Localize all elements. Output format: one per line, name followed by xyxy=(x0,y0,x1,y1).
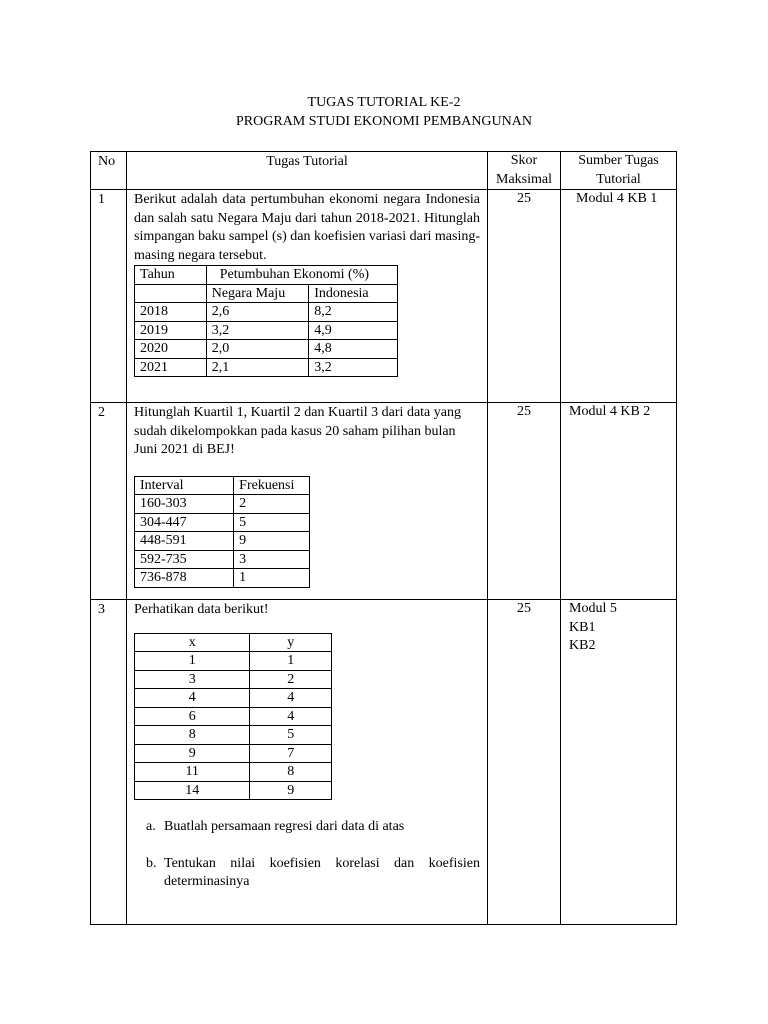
interval-value: 736-878 xyxy=(135,569,234,588)
growth-table xyxy=(134,265,398,377)
y-header: y xyxy=(250,633,332,652)
growth-header-year: Tahun xyxy=(135,266,207,285)
header-no: No xyxy=(91,152,127,190)
growth-header-growth: Petumbuhan Ekonomi (%) xyxy=(206,266,397,285)
y-value: 8 xyxy=(250,763,332,782)
list-item xyxy=(146,855,480,892)
growth-header-row xyxy=(135,266,398,285)
y-value: 4 xyxy=(250,707,332,726)
source-line: KB1 xyxy=(569,619,596,635)
header-score-line1: Skor xyxy=(510,153,538,168)
interval-row xyxy=(135,550,310,569)
document-title: TUGAS TUTORIAL KE-2 xyxy=(307,95,461,110)
x-value: 3 xyxy=(135,670,250,689)
interval-row xyxy=(135,569,310,588)
growth-developed: 2,1 xyxy=(206,358,308,377)
growth-year: 2018 xyxy=(135,303,207,322)
interval-value: 592-735 xyxy=(135,550,234,569)
xy-row xyxy=(135,781,332,800)
growth-developed: 2,0 xyxy=(206,340,308,359)
xy-row xyxy=(135,652,332,671)
xy-table xyxy=(134,633,332,801)
score-cell: 25 xyxy=(488,403,561,600)
task-text: Perhatikan data berikut! xyxy=(134,602,269,617)
source-line: KB2 xyxy=(569,638,596,653)
growth-row xyxy=(135,358,398,377)
x-value: 1 xyxy=(135,652,250,671)
table-row xyxy=(91,190,677,403)
score-cell: 25 xyxy=(488,190,561,403)
header-row xyxy=(91,152,677,190)
table-row xyxy=(91,600,677,925)
header-score xyxy=(488,152,561,190)
frequency-value: 1 xyxy=(234,569,310,588)
y-value: 1 xyxy=(250,652,332,671)
growth-subheader-indonesia: Indonesia xyxy=(309,284,398,303)
header-source xyxy=(561,152,677,190)
growth-developed: 3,2 xyxy=(206,321,308,340)
task-cell xyxy=(127,190,488,403)
item-label: a. xyxy=(146,819,156,834)
x-value: 14 xyxy=(135,781,250,800)
growth-year: 2021 xyxy=(135,358,207,377)
x-value: 6 xyxy=(135,707,250,726)
item-label: b. xyxy=(146,855,157,871)
y-value: 4 xyxy=(250,689,332,708)
assignment-table xyxy=(90,151,677,925)
header-source-line1: Sumber Tugas xyxy=(578,153,659,168)
growth-year: 2019 xyxy=(135,321,207,340)
interval-row xyxy=(135,532,310,551)
growth-developed: 2,6 xyxy=(206,303,308,322)
interval-table xyxy=(134,476,310,588)
growth-subheader-empty xyxy=(135,284,207,303)
header-source-line2: Tutorial xyxy=(596,171,641,187)
growth-indonesia: 3,2 xyxy=(309,358,398,377)
question-list xyxy=(146,818,480,892)
growth-row xyxy=(135,303,398,322)
y-value: 7 xyxy=(250,744,332,763)
growth-indonesia: 4,9 xyxy=(309,321,398,340)
y-value: 2 xyxy=(250,670,332,689)
xy-row xyxy=(135,763,332,782)
x-value: 8 xyxy=(135,726,250,745)
growth-indonesia: 4,8 xyxy=(309,340,398,359)
growth-year: 2020 xyxy=(135,340,207,359)
growth-indonesia: 8,2 xyxy=(309,303,398,322)
interval-row xyxy=(135,495,310,514)
source-cell: Modul 4 KB 1 xyxy=(561,190,677,403)
frequency-value: 9 xyxy=(234,532,310,551)
xy-row xyxy=(135,744,332,763)
xy-row xyxy=(135,689,332,708)
y-value: 9 xyxy=(250,781,332,800)
frequency-value: 2 xyxy=(234,495,310,514)
task-text: Hitunglah Kuartil 1, Kuartil 2 dan Kuartil 3 dari data yang sudah dikelompokkan pada kasus 20 saham pilihan bulan Juni 2021 di BEJ! xyxy=(134,405,461,457)
source-line: Modul 5 xyxy=(569,601,617,616)
score-cell: 25 xyxy=(488,600,561,925)
interval-header-row xyxy=(135,476,310,495)
source-cell xyxy=(561,600,677,925)
x-value: 9 xyxy=(135,744,250,763)
interval-value: 304-447 xyxy=(135,513,234,532)
y-value: 5 xyxy=(250,726,332,745)
item-text: Tentukan nilai koefisien korelasi dan koefisien determinasinya xyxy=(164,855,480,889)
row-number: 3 xyxy=(91,600,127,925)
task-text: Berikut adalah data pertumbuhan ekonomi negara Indonesia dan salah satu Negara Maju dari tahun 2018-2021. Hitunglah simpangan baku sampel (s) dan koefisien variasi dari masing-masing negara tersebut. xyxy=(134,192,481,263)
interval-value: 160-303 xyxy=(135,495,234,514)
header-score-line2: Maksimal xyxy=(496,171,552,187)
xy-row xyxy=(135,670,332,689)
xy-header-row xyxy=(135,633,332,652)
xy-row xyxy=(135,707,332,726)
header-task: Tugas Tutorial xyxy=(127,152,488,190)
x-value: 11 xyxy=(135,763,250,782)
item-text: Buatlah persamaan regresi dari data di atas xyxy=(164,819,405,834)
list-item xyxy=(146,818,480,837)
x-value: 4 xyxy=(135,689,250,708)
frequency-value: 5 xyxy=(234,513,310,532)
interval-row xyxy=(135,513,310,532)
frequency-value: 3 xyxy=(234,550,310,569)
interval-value: 448-591 xyxy=(135,532,234,551)
task-cell xyxy=(127,600,488,925)
row-number: 2 xyxy=(91,403,127,600)
source-cell: Modul 4 KB 2 xyxy=(561,403,677,600)
growth-row xyxy=(135,340,398,359)
growth-row xyxy=(135,321,398,340)
frequency-header: Frekuensi xyxy=(234,476,310,495)
interval-header: Interval xyxy=(135,476,234,495)
growth-subheader-row xyxy=(135,284,398,303)
document-subtitle: PROGRAM STUDI EKONOMI PEMBANGUNAN xyxy=(236,114,532,129)
xy-row xyxy=(135,726,332,745)
growth-subheader-developed: Negara Maju xyxy=(206,284,308,303)
x-header: x xyxy=(135,633,250,652)
row-number: 1 xyxy=(91,190,127,403)
table-row xyxy=(91,403,677,600)
task-cell xyxy=(127,403,488,600)
